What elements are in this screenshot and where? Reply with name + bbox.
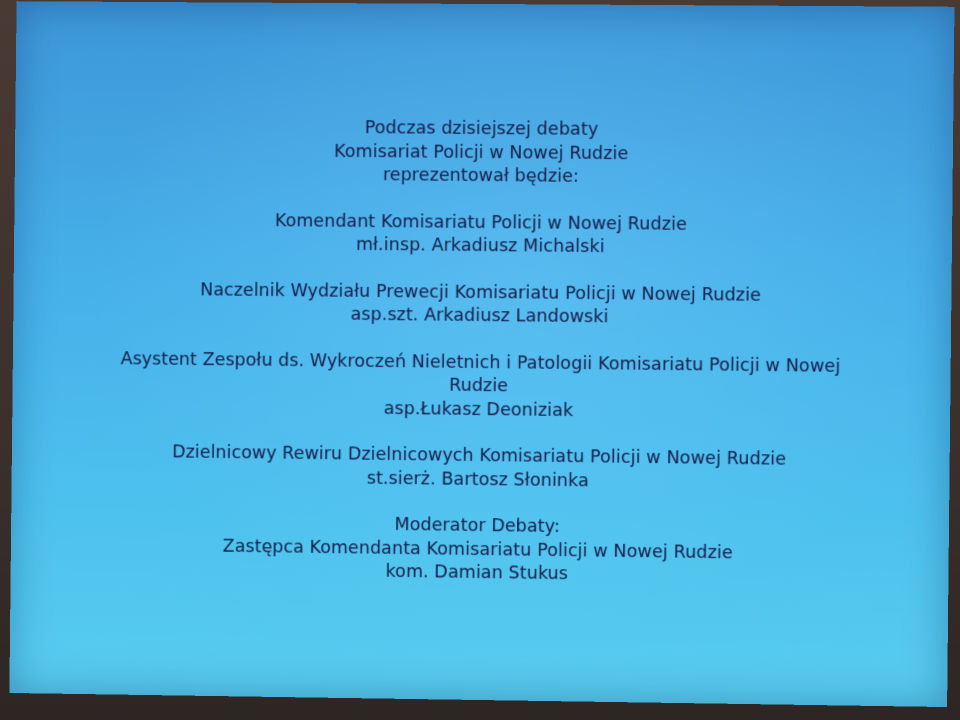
- participant-name: mł.insp. Arkadiusz Michalski: [355, 234, 605, 258]
- participant-role: Dzielnicowy Rewiru Dzielnicowych Komisariatu Policji w Nowej Rudzie: [172, 442, 787, 470]
- participant-role: Komendant Komisariatu Policji w Nowej Rudzie: [274, 210, 688, 235]
- moderator-heading: Moderator Debaty:: [394, 514, 561, 538]
- participant-name: asp.Łukasz Deoniziak: [383, 398, 574, 421]
- intro-line: Komisariat Policji w Nowej Rudzie: [334, 141, 629, 164]
- participant-assistant: [12, 347, 951, 428]
- intro-line: reprezentował będzie:: [382, 165, 580, 187]
- participant-name: asp.szt. Arkadiusz Landowski: [350, 304, 609, 328]
- participant-role: Asystent Zespołu ds. Wykroczeń Nieletnich i Patologii Komisariatu Policji w Nowej: [120, 348, 841, 377]
- participant-role-continued: Rudzie: [449, 375, 509, 397]
- moderator-name: kom. Damian Stukus: [385, 561, 569, 585]
- participant-commander: [14, 207, 952, 262]
- moderator-role: Zastępca Komendanta Komisariatu Policji w Nowej Rudzie: [222, 536, 733, 563]
- participant-prevention-head: [13, 277, 951, 333]
- participant-role: Naczelnik Wydziału Prewecji Komisariatu Policji w Nowej Rudzie: [200, 279, 762, 306]
- projection-screen: [9, 1, 954, 707]
- intro-block: [15, 115, 954, 193]
- participant-name: st.sierż. Bartosz Słoninka: [366, 468, 589, 491]
- participant-district-officer: [12, 440, 950, 498]
- slide-content: [10, 115, 953, 615]
- moderator-block: [11, 509, 949, 592]
- intro-line: Podczas dzisiejszej debaty: [364, 118, 599, 140]
